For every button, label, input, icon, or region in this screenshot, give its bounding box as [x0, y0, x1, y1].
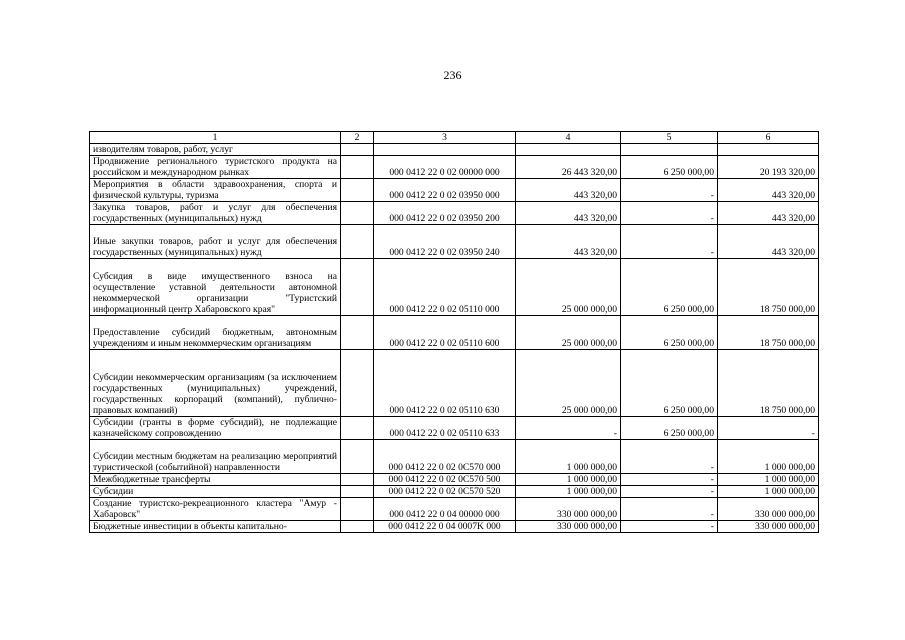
row-col2-cell — [341, 474, 374, 486]
row-value-col5-cell: 6 250 000,00 — [621, 316, 718, 350]
table-row — [90, 179, 819, 202]
col-header-2: 2 — [341, 132, 374, 144]
row-code-cell: 000 0412 22 0 04 0007K 000 — [374, 521, 516, 533]
row-value-col6-cell — [718, 144, 819, 156]
row-name-cell: Бюджетные инвестиции в объекты капитально- — [90, 521, 341, 533]
table-row — [90, 350, 819, 417]
row-col2-cell — [341, 498, 374, 521]
table-row — [90, 259, 819, 316]
row-name-cell: Субсидии местным бюджетам на реализацию мероприятий туристической (событийной) направленности — [90, 440, 341, 474]
row-value-col5-cell: - — [621, 486, 718, 498]
row-value-col4-cell: 330 000 000,00 — [516, 521, 621, 533]
col-header-1: 1 — [90, 132, 341, 144]
row-value-col4-cell: 1 000 000,00 — [516, 474, 621, 486]
row-col2-cell — [341, 521, 374, 533]
table-row — [90, 486, 819, 498]
row-value-col4-cell: 1 000 000,00 — [516, 486, 621, 498]
row-col2-cell — [341, 179, 374, 202]
row-code-cell: 000 0412 22 0 02 05110 000 — [374, 259, 516, 316]
row-code-cell — [374, 144, 516, 156]
row-name-cell: Субсидии некоммерческим организациям (за исключением государственных (муниципальных) учреждений, государственных корпораций (компаний), публично-правовых компаний) — [90, 350, 341, 417]
row-code-cell: 000 0412 22 0 02 05110 633 — [374, 417, 516, 440]
row-code-cell: 000 0412 22 0 02 03950 200 — [374, 202, 516, 225]
budget-table — [89, 131, 819, 533]
row-col2-cell — [341, 417, 374, 440]
row-code-cell: 000 0412 22 0 02 0C570 000 — [374, 440, 516, 474]
row-value-col5-cell: - — [621, 474, 718, 486]
row-value-col4-cell: 25 000 000,00 — [516, 316, 621, 350]
row-name-cell: Субсидии — [90, 486, 341, 498]
row-value-col4-cell: 26 443 320,00 — [516, 156, 621, 179]
row-value-col5-cell: - — [621, 179, 718, 202]
row-col2-cell — [341, 350, 374, 417]
row-name-cell: Межбюджетные трансферты — [90, 474, 341, 486]
row-value-col4-cell: 443 320,00 — [516, 202, 621, 225]
table-row — [90, 156, 819, 179]
row-value-col6-cell: 443 320,00 — [718, 179, 819, 202]
table-row — [90, 521, 819, 533]
row-code-cell: 000 0412 22 0 02 0C570 520 — [374, 486, 516, 498]
row-col2-cell — [341, 440, 374, 474]
row-name-cell: Закупка товаров, работ и услуг для обеспечения государственных (муниципальных) нужд — [90, 202, 341, 225]
table-body — [90, 144, 819, 533]
row-value-col6-cell: 18 750 000,00 — [718, 316, 819, 350]
row-value-col6-cell: 1 000 000,00 — [718, 440, 819, 474]
row-name-cell: Иные закупки товаров, работ и услуг для обеспечения государственных (муниципальных) нужд — [90, 225, 341, 259]
row-value-col4-cell: 330 000 000,00 — [516, 498, 621, 521]
row-value-col5-cell: 6 250 000,00 — [621, 259, 718, 316]
table-row — [90, 498, 819, 521]
row-value-col6-cell: 20 193 320,00 — [718, 156, 819, 179]
row-col2-cell — [341, 202, 374, 225]
row-value-col5-cell: - — [621, 498, 718, 521]
page-number: 236 — [443, 68, 462, 82]
row-col2-cell — [341, 225, 374, 259]
row-code-cell: 000 0412 22 0 02 03950 000 — [374, 179, 516, 202]
row-value-col4-cell: 25 000 000,00 — [516, 350, 621, 417]
row-value-col5-cell — [621, 144, 718, 156]
row-value-col4-cell — [516, 144, 621, 156]
col-header-4: 4 — [516, 132, 621, 144]
table-header-row — [90, 132, 819, 144]
row-name-cell: Субсидии (гранты в форме субсидий), не подлежащие казначейскому сопровождению — [90, 417, 341, 440]
row-name-cell: Мероприятия в области здравоохранения, спорта и физической культуры, туризма — [90, 179, 341, 202]
row-code-cell: 000 0412 22 0 02 03950 240 — [374, 225, 516, 259]
row-value-col4-cell: - — [516, 417, 621, 440]
row-code-cell: 000 0412 22 0 02 00000 000 — [374, 156, 516, 179]
row-code-cell: 000 0412 22 0 02 05110 600 — [374, 316, 516, 350]
row-name-cell: изводителям товаров, работ, услуг — [90, 144, 341, 156]
row-value-col5-cell: - — [621, 521, 718, 533]
row-value-col6-cell: 18 750 000,00 — [718, 350, 819, 417]
row-name-cell: Предоставление субсидий бюджетным, автономным учреждениям и иным некоммерческим организациям — [90, 316, 341, 350]
row-col2-cell — [341, 486, 374, 498]
row-value-col4-cell: 1 000 000,00 — [516, 440, 621, 474]
table-row — [90, 202, 819, 225]
row-value-col6-cell: - — [718, 417, 819, 440]
table-row — [90, 225, 819, 259]
table-row — [90, 144, 819, 156]
row-value-col5-cell: - — [621, 202, 718, 225]
col-header-5: 5 — [621, 132, 718, 144]
row-value-col6-cell: 443 320,00 — [718, 202, 819, 225]
row-col2-cell — [341, 259, 374, 316]
table-row — [90, 474, 819, 486]
row-value-col6-cell: 330 000 000,00 — [718, 498, 819, 521]
row-value-col6-cell: 443 320,00 — [718, 225, 819, 259]
col-header-6: 6 — [718, 132, 819, 144]
row-value-col4-cell: 443 320,00 — [516, 179, 621, 202]
row-value-col6-cell: 18 750 000,00 — [718, 259, 819, 316]
table-row — [90, 417, 819, 440]
row-value-col5-cell: 6 250 000,00 — [621, 156, 718, 179]
row-name-cell: Продвижение регионального туристского продукта на российском и международном рынках — [90, 156, 341, 179]
row-code-cell: 000 0412 22 0 02 05110 630 — [374, 350, 516, 417]
row-value-col4-cell: 25 000 000,00 — [516, 259, 621, 316]
table-row — [90, 316, 819, 350]
row-name-cell: Создание туристско-рекреационного кластера "Амур - Хабаровск" — [90, 498, 341, 521]
row-value-col4-cell: 443 320,00 — [516, 225, 621, 259]
row-value-col6-cell: 1 000 000,00 — [718, 474, 819, 486]
row-col2-cell — [341, 316, 374, 350]
col-header-3: 3 — [374, 132, 516, 144]
row-col2-cell — [341, 156, 374, 179]
row-value-col5-cell: - — [621, 225, 718, 259]
row-col2-cell — [341, 144, 374, 156]
row-value-col5-cell: - — [621, 440, 718, 474]
table-row — [90, 440, 819, 474]
row-code-cell: 000 0412 22 0 04 00000 000 — [374, 498, 516, 521]
row-value-col6-cell: 1 000 000,00 — [718, 486, 819, 498]
row-value-col6-cell: 330 000 000,00 — [718, 521, 819, 533]
row-name-cell: Субсидия в виде имущественного взноса на осуществление уставной деятельности автономной некоммерческой организации "Туристский информационный центр Хабаровского края" — [90, 259, 341, 316]
row-value-col5-cell: 6 250 000,00 — [621, 417, 718, 440]
row-code-cell: 000 0412 22 0 02 0C570 500 — [374, 474, 516, 486]
row-value-col5-cell: 6 250 000,00 — [621, 350, 718, 417]
